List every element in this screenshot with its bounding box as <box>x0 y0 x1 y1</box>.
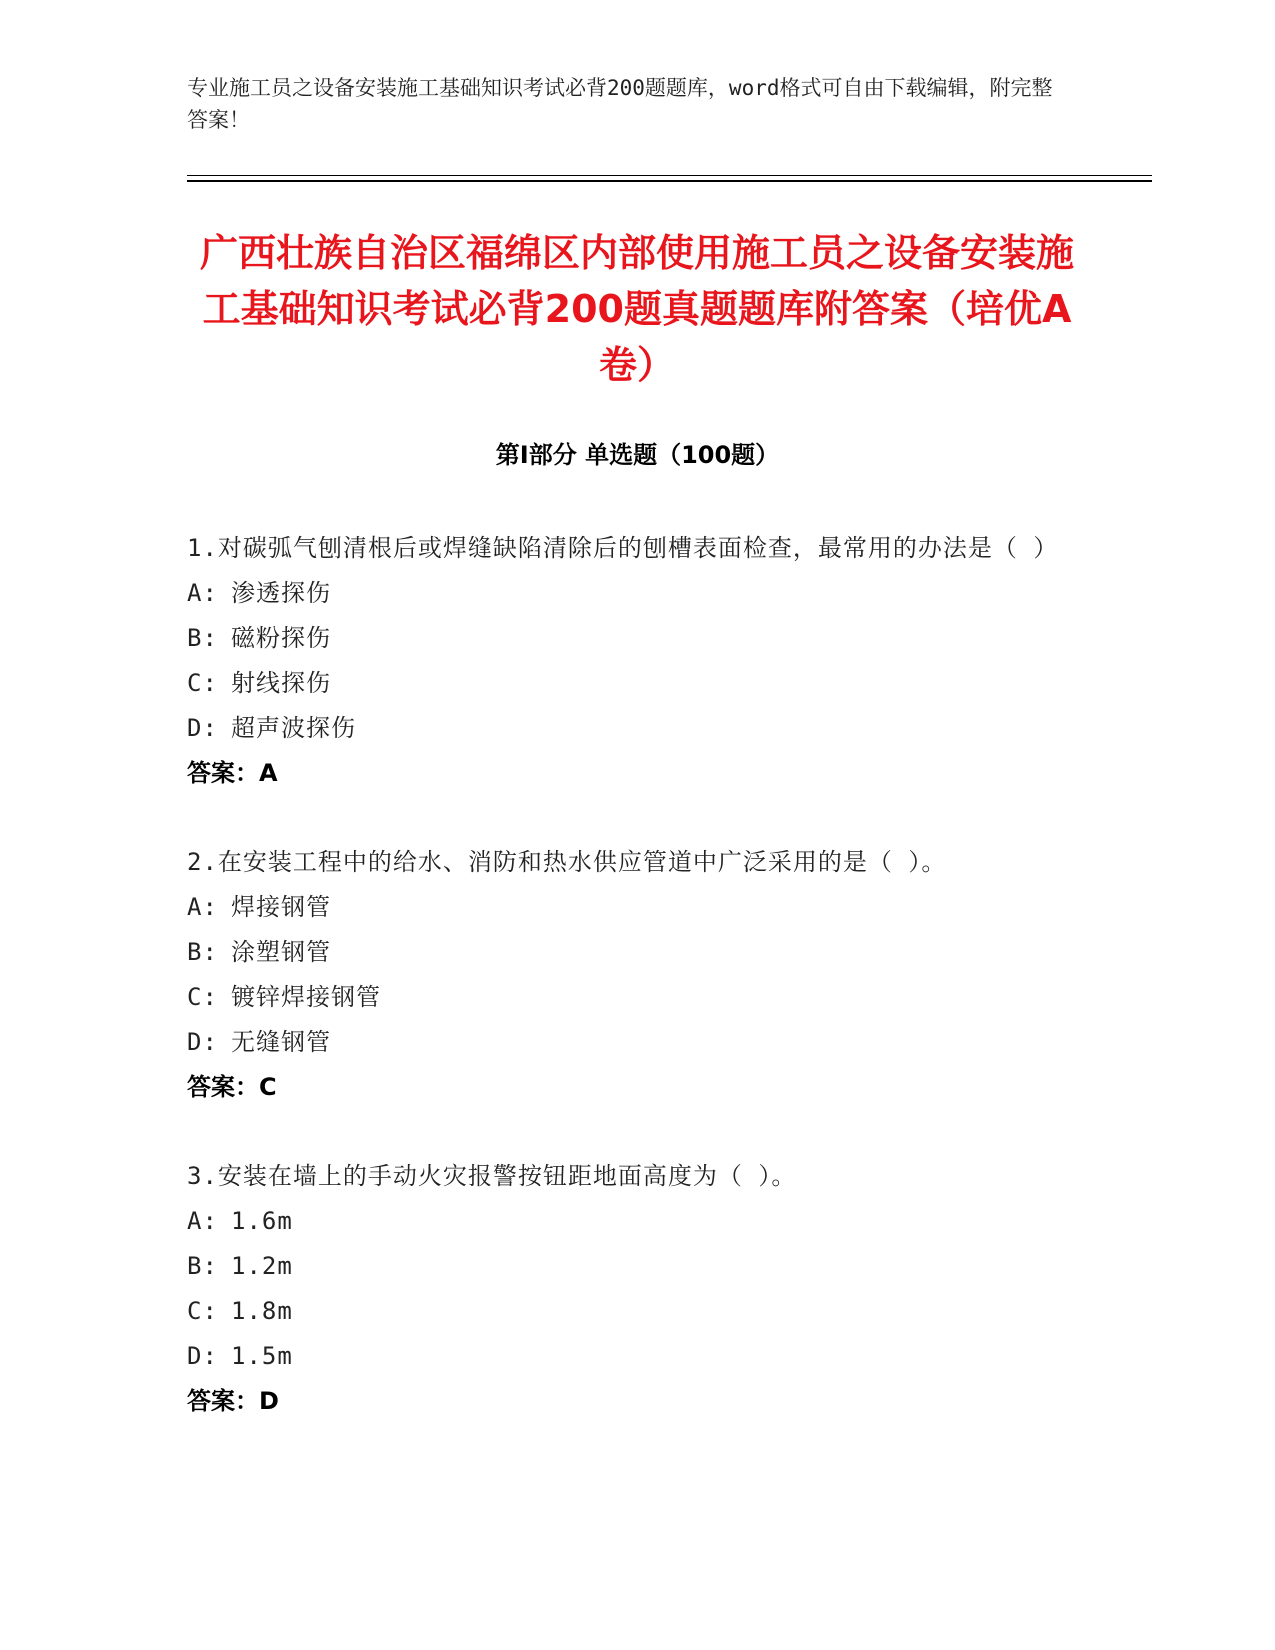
question-text: 2.在安装工程中的给水、消防和热水供应管道中广泛采用的是（ ）。 <box>187 848 947 876</box>
option-text: 磁粉探伤 <box>231 624 331 652</box>
question-1 <box>187 526 1067 796</box>
header-divider-thick <box>187 180 1152 182</box>
question-list <box>187 526 1067 1468</box>
option-b <box>187 930 1067 975</box>
option-a <box>187 571 1067 616</box>
option-letter: D: <box>187 1342 218 1370</box>
option-letter: B: <box>187 1252 218 1280</box>
option-letter: A: <box>187 893 218 921</box>
question-text: 3.安装在墙上的手动火灾报警按钮距地面高度为（ ）。 <box>187 1162 797 1190</box>
option-d <box>187 1334 1067 1379</box>
option-a <box>187 1199 1067 1244</box>
document-title: 广西壮族自治区福绵区内部使用施工员之设备安装施工基础知识考试必背200题真题题库附答案（培优A卷） <box>199 231 1074 387</box>
option-d <box>187 1020 1067 1065</box>
option-letter: C: <box>187 669 218 697</box>
option-letter: A: <box>187 1207 218 1235</box>
answer: 答案：D <box>187 1387 279 1415</box>
option-text: 无缝钢管 <box>231 1028 331 1056</box>
option-letter: C: <box>187 983 218 1011</box>
question-2 <box>187 840 1067 1110</box>
option-text: 射线探伤 <box>231 669 331 697</box>
question-text: 1.对碳弧气刨清根后或焊缝缺陷清除后的刨槽表面检查，最常用的办法是（ ） <box>187 534 1059 562</box>
section-title: 第Ⅰ部分 单选题（100题） <box>495 441 780 469</box>
option-text: 1.6m <box>231 1207 293 1235</box>
option-text: 焊接钢管 <box>231 893 331 921</box>
answer: 答案：A <box>187 759 278 787</box>
header-divider-thin <box>187 175 1152 176</box>
option-letter: D: <box>187 714 218 742</box>
option-b <box>187 616 1067 661</box>
option-text: 涂塑钢管 <box>231 938 331 966</box>
option-c <box>187 661 1067 706</box>
option-text: 1.8m <box>231 1297 293 1325</box>
option-letter: B: <box>187 938 218 966</box>
option-text: 渗透探伤 <box>231 579 331 607</box>
option-c <box>187 1289 1067 1334</box>
option-text: 镀锌焊接钢管 <box>231 983 381 1011</box>
answer: 答案：C <box>187 1073 277 1101</box>
option-d <box>187 706 1067 751</box>
option-letter: A: <box>187 579 218 607</box>
option-a <box>187 885 1067 930</box>
option-text: 1.2m <box>231 1252 293 1280</box>
option-text: 超声波探伤 <box>231 714 356 742</box>
option-letter: C: <box>187 1297 218 1325</box>
option-text: 1.5m <box>231 1342 293 1370</box>
question-3 <box>187 1154 1067 1424</box>
option-b <box>187 1244 1067 1289</box>
option-c <box>187 975 1067 1020</box>
option-letter: D: <box>187 1028 218 1056</box>
option-letter: B: <box>187 624 218 652</box>
header-note: 专业施工员之设备安装施工基础知识考试必背200题题库，word格式可自由下载编辑，附完整答案！ <box>187 76 1053 132</box>
